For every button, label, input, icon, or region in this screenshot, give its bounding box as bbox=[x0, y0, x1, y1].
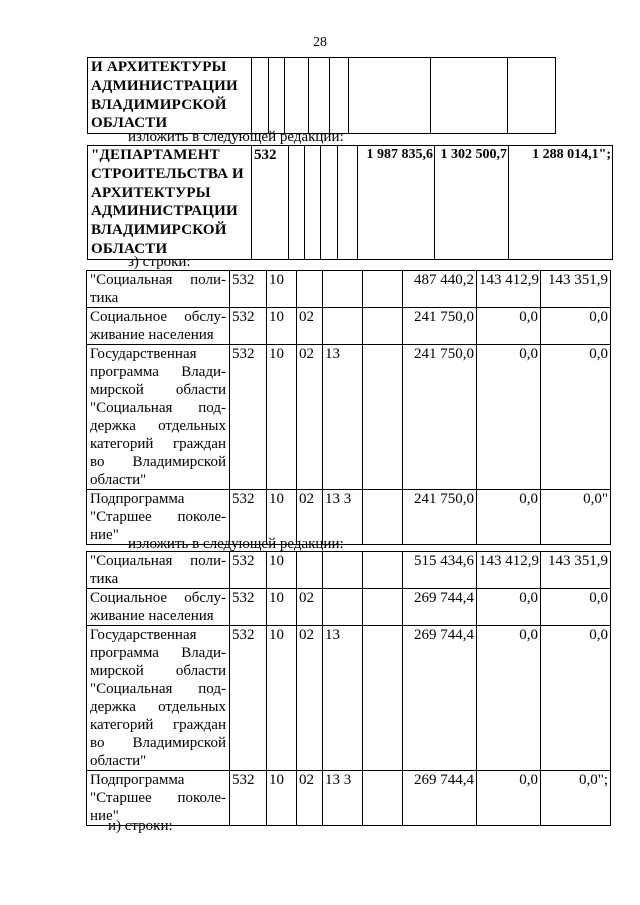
code-cell bbox=[363, 771, 403, 826]
row-name: Подпрограмма "Старшее поколе-ние" bbox=[87, 490, 230, 545]
amount-cell: 487 440,2 bbox=[403, 271, 477, 308]
amount-cell: 1 987 835,6 bbox=[358, 146, 435, 260]
code-cell: 10 bbox=[267, 552, 297, 589]
code-cell bbox=[363, 271, 403, 308]
table-row bbox=[87, 308, 611, 345]
code-cell bbox=[305, 146, 321, 260]
code-cell: 02 bbox=[297, 308, 323, 345]
instruction-text: изложить в следующей редакции: bbox=[128, 129, 344, 145]
amount-cell bbox=[431, 58, 508, 134]
amount-cell: 269 744,4 bbox=[403, 589, 477, 626]
amount-cell: 0,0 bbox=[541, 345, 611, 490]
amount-cell: 0,0 bbox=[477, 589, 541, 626]
code-cell: 02 bbox=[297, 771, 323, 826]
code-cell bbox=[323, 271, 363, 308]
code-cell bbox=[285, 58, 309, 134]
code-cell bbox=[269, 58, 285, 134]
amount-cell: 0,0" bbox=[541, 490, 611, 545]
code-cell bbox=[363, 308, 403, 345]
table-row bbox=[88, 58, 556, 134]
code-cell: 02 bbox=[297, 626, 323, 771]
amount-cell: 143 351,9 bbox=[541, 271, 611, 308]
code-cell bbox=[297, 271, 323, 308]
amount-cell: 269 744,4 bbox=[403, 771, 477, 826]
row-name: Социальное обслу-живание населения bbox=[87, 589, 230, 626]
table-row bbox=[87, 271, 611, 308]
code-cell: 13 bbox=[323, 345, 363, 490]
code-cell bbox=[323, 308, 363, 345]
code-cell bbox=[321, 146, 338, 260]
code-cell: 10 bbox=[267, 345, 297, 490]
row-name: И АРХИТЕКТУРЫ АДМИНИСТРАЦИИ ВЛАДИМИРСКОЙ ОБЛАСТИ bbox=[88, 58, 252, 134]
table-row bbox=[87, 626, 611, 771]
row-name: Социальное обслу-живание населения bbox=[87, 308, 230, 345]
amount-cell: 241 750,0 bbox=[403, 490, 477, 545]
instruction-text: и) строки: bbox=[108, 818, 173, 834]
page-number: 28 bbox=[313, 35, 327, 50]
code-cell bbox=[363, 490, 403, 545]
code-cell: 532 bbox=[230, 308, 267, 345]
table-row bbox=[87, 552, 611, 589]
code-cell: 532 bbox=[230, 552, 267, 589]
amount-cell: 515 434,6 bbox=[403, 552, 477, 589]
top-fragment-table bbox=[87, 57, 556, 134]
amount-cell: 0,0 bbox=[541, 589, 611, 626]
code-cell: 10 bbox=[267, 271, 297, 308]
code-cell: 532 bbox=[230, 771, 267, 826]
row-name: Государственная программа Влади-мирской области "Социальная под-держка отдельных категорий граждан во Владимирской области" bbox=[87, 626, 230, 771]
code-cell bbox=[323, 552, 363, 589]
code-cell bbox=[330, 58, 349, 134]
row-name: "Социальная поли-тика bbox=[87, 271, 230, 308]
amount-cell: 1 288 014,1"; bbox=[509, 146, 613, 260]
row-name: Подпрограмма "Старшее поколе-ние" bbox=[87, 771, 230, 826]
amount-cell: 0,0 bbox=[477, 490, 541, 545]
amount-cell: 0,0 bbox=[541, 626, 611, 771]
code-cell: 13 bbox=[323, 626, 363, 771]
code-cell: 10 bbox=[267, 589, 297, 626]
code-cell: 10 bbox=[267, 626, 297, 771]
code-cell bbox=[338, 146, 358, 260]
amount-cell: 0,0 bbox=[477, 626, 541, 771]
table-row bbox=[88, 146, 613, 260]
code-cell bbox=[363, 626, 403, 771]
code-cell: 13 3 bbox=[323, 490, 363, 545]
code-cell bbox=[289, 146, 305, 260]
code-cell: 532 bbox=[230, 490, 267, 545]
table-row bbox=[87, 345, 611, 490]
code-cell: 02 bbox=[297, 589, 323, 626]
code-cell bbox=[363, 589, 403, 626]
instruction-text: изложить в следующей редакции: bbox=[128, 536, 344, 552]
code-cell bbox=[363, 345, 403, 490]
amount-cell: 143 351,9 bbox=[541, 552, 611, 589]
amount-cell: 143 412,9 bbox=[477, 271, 541, 308]
amount-cell: 0,0 bbox=[477, 771, 541, 826]
code-cell: 02 bbox=[297, 490, 323, 545]
table-row bbox=[87, 589, 611, 626]
row-name: Государственная программа Влади-мирской области "Социальная под-держка отдельных категорий граждан во Владимирской области" bbox=[87, 345, 230, 490]
amount-cell: 0,0 bbox=[541, 308, 611, 345]
code-cell bbox=[297, 552, 323, 589]
amount-cell: 143 412,9 bbox=[477, 552, 541, 589]
amount-cell: 241 750,0 bbox=[403, 308, 477, 345]
department-table bbox=[87, 145, 613, 260]
row-name: "Социальная поли-тика bbox=[87, 552, 230, 589]
amount-cell: 1 302 500,7 bbox=[435, 146, 509, 260]
code-cell: 10 bbox=[267, 771, 297, 826]
code-cell: 13 3 bbox=[323, 771, 363, 826]
code-cell bbox=[363, 552, 403, 589]
code-cell: 10 bbox=[267, 490, 297, 545]
code-cell: 532 bbox=[230, 589, 267, 626]
code-cell: 532 bbox=[230, 626, 267, 771]
amount-cell bbox=[508, 58, 556, 134]
code-cell: 10 bbox=[267, 308, 297, 345]
code-cell: 532 bbox=[230, 345, 267, 490]
row-name: "ДЕПАРТАМЕНТ СТРОИТЕЛЬСТВА И АРХИТЕКТУРЫ АДМИНИСТРАЦИИ ВЛАДИМИРСКОЙ ОБЛАСТИ bbox=[88, 146, 252, 260]
instruction-text: з) строки: bbox=[128, 254, 191, 270]
code-cell: 02 bbox=[297, 345, 323, 490]
code-cell bbox=[309, 58, 330, 134]
amount-cell: 0,0 bbox=[477, 345, 541, 490]
code-cell bbox=[252, 58, 269, 134]
amount-cell: 0,0"; bbox=[541, 771, 611, 826]
code-cell bbox=[323, 589, 363, 626]
new-edition-table bbox=[86, 551, 611, 826]
amount-cell bbox=[349, 58, 431, 134]
amount-cell: 269 744,4 bbox=[403, 626, 477, 771]
amount-cell: 241 750,0 bbox=[403, 345, 477, 490]
code-cell: 532 bbox=[230, 271, 267, 308]
amount-cell: 0,0 bbox=[477, 308, 541, 345]
code-cell: 532 bbox=[252, 146, 289, 260]
rows-to-replace-table bbox=[86, 270, 611, 545]
